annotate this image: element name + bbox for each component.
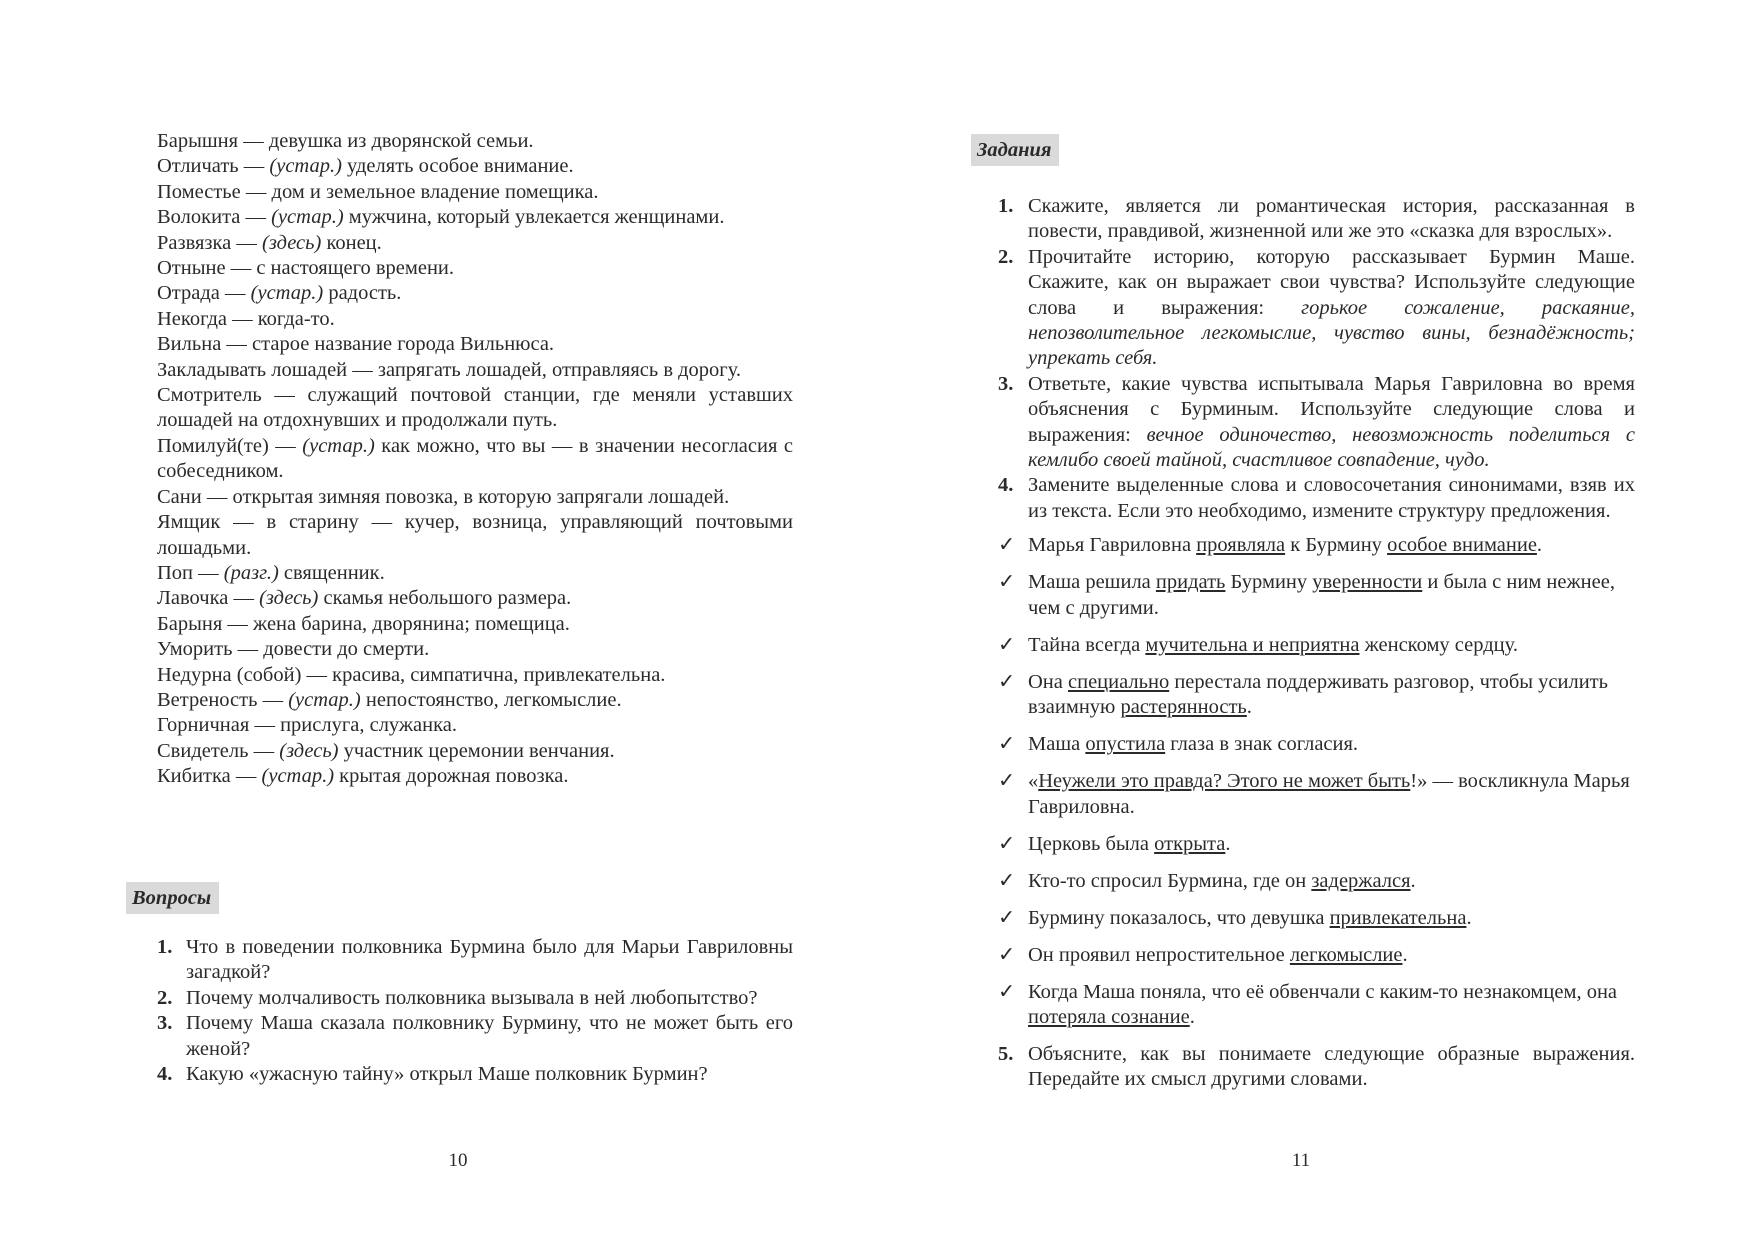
glossary-term: Недурна (собой): [157, 663, 302, 686]
question-number: 4.: [157, 1063, 173, 1086]
glossary-entry: [157, 332, 793, 357]
glossary-definition: непостоянство, легкомыслие.: [360, 688, 622, 711]
glossary-entry: [157, 256, 793, 281]
checkmark-icon: ✓: [998, 980, 1016, 1003]
glossary-dash: —: [222, 612, 254, 635]
glossary-usage-note: (здесь): [279, 739, 339, 762]
glossary-entry: [157, 231, 793, 256]
task-text: Объясните, как вы понимаете следующие образные выражения. Передайте их смысл другими словами.: [1028, 1042, 1635, 1091]
sentence-text: [1028, 533, 1635, 558]
tasks-heading: Задания: [971, 134, 1059, 166]
glossary-term: Закладывать лошадей: [157, 358, 348, 381]
glossary-definition: участник церемонии венчания.: [338, 739, 615, 762]
sentence-item: [998, 670, 1635, 721]
task-item: [998, 372, 1635, 474]
glossary-definition: жена барина, дворянина; помещица.: [253, 612, 570, 635]
glossary-dash: —: [301, 663, 333, 686]
glossary-dash: —: [257, 688, 289, 711]
task-item: [998, 1042, 1635, 1093]
glossary-definition: уделять особое внимание.: [341, 155, 574, 178]
highlighted-phrase: растерянность: [1120, 696, 1247, 719]
sentence-segment: Бурмину показалось, что девушка: [1028, 906, 1330, 929]
question-text: Почему Маша сказала полковнику Бурмину, что не может быть его женой?: [186, 1012, 793, 1060]
checkmark-icon: ✓: [998, 670, 1016, 693]
glossary-term: Ветреность: [157, 688, 258, 711]
task-text: [1028, 245, 1635, 372]
sentence-item: [998, 906, 1635, 931]
glossary-dash: —: [219, 282, 251, 305]
sentence-item: [998, 769, 1635, 820]
sentence-segment: Маша: [1028, 733, 1086, 756]
glossary-entry: [157, 154, 793, 179]
glossary-dash: —: [240, 206, 272, 229]
glossary-dash: —: [193, 561, 224, 584]
glossary-usage-note: (устар.): [261, 765, 335, 788]
tasks-list: [998, 194, 1635, 1093]
glossary-definition: служащий почтовой станции, где меняли уставших лошадей на отдохнувших и продолжали путь.: [157, 384, 794, 432]
sentence-text: [1028, 869, 1635, 894]
task-vocabulary: горькое сожаление, раскаяние, непозволительное легкомыслие, чувство вины, безнадёжность; упрекать себя.: [1028, 296, 1635, 370]
question-number: 1.: [157, 936, 173, 958]
highlighted-phrase: потеряла сознание: [1028, 1005, 1190, 1028]
sentence-item: [998, 533, 1635, 558]
glossary-dash: —: [225, 257, 257, 280]
sentence-list: [998, 533, 1635, 1030]
glossary-definition: конец.: [321, 231, 382, 254]
glossary-usage-note: (устар.): [271, 206, 344, 229]
sentence-item: [998, 832, 1635, 857]
glossary-usage-note: (устар.): [302, 434, 375, 457]
sentence-segment: «: [1028, 770, 1039, 793]
sentence-segment: .: [1189, 1005, 1195, 1028]
sentence-segment: Когда Маша поняла, что её обвенчали с каким-то незнакомцем, она: [1028, 980, 1618, 1003]
sentence-text: [1028, 769, 1635, 820]
glossary-term: Барыня: [157, 612, 223, 635]
task-instruction: Прочитайте историю, которую рассказывает Бурмин Маше. Скажите, как он выражает свои чувства? Используйте следующие слова и выражения:: [1028, 245, 1635, 319]
glossary-term: Развязка: [157, 231, 232, 254]
glossary-term: Смотритель: [157, 384, 262, 407]
glossary-entry: [157, 358, 793, 383]
glossary-entry: [157, 561, 793, 586]
left-page: [0, 0, 877, 1240]
checkmark-icon: ✓: [998, 733, 1016, 756]
glossary-definition: мужчина, который увлекается женщинами.: [343, 206, 725, 229]
glossary-dash: —: [240, 180, 272, 203]
glossary-term: Поп: [157, 561, 194, 584]
glossary-entry: [157, 383, 793, 434]
glossary-entry: [157, 485, 793, 510]
glossary-dash: —: [201, 485, 233, 508]
task-number: 3.: [998, 372, 1014, 395]
sentence-item: [998, 943, 1635, 968]
checkmark-icon: ✓: [998, 943, 1016, 966]
sentence-item: [998, 633, 1635, 658]
sentence-segment: .: [1246, 696, 1252, 719]
glossary-entry: [157, 129, 793, 154]
glossary-entry: [157, 205, 793, 230]
sentence-segment: .: [1410, 869, 1416, 892]
glossary-entry: [157, 586, 793, 611]
glossary-dash: —: [249, 714, 281, 737]
sentence-segment: перестала поддерживать разговор, чтобы усилить взаимную: [1028, 670, 1608, 719]
glossary-definition: дом и земельное владение помещика.: [271, 180, 599, 203]
glossary-definition: девушка из дворянской семьи.: [268, 130, 534, 152]
glossary-usage-note: (здесь): [259, 587, 319, 610]
glossary-dash: —: [230, 765, 262, 788]
glossary-entry: [157, 307, 793, 332]
task-number: 2.: [998, 245, 1014, 268]
glossary-dash: —: [238, 155, 270, 178]
checkmark-icon: ✓: [998, 633, 1016, 656]
glossary-usage-note: (устар.): [250, 282, 324, 305]
glossary-usage-note: (устар.): [269, 155, 342, 178]
glossary-entry: [157, 663, 793, 688]
questions-list: [157, 935, 793, 1087]
highlighted-phrase: легкомыслие: [1289, 943, 1403, 966]
glossary-definition: скамья небольшого размера.: [318, 587, 572, 610]
glossary-term: Ямщик: [157, 511, 221, 534]
sentence-text: [1028, 570, 1635, 621]
checkmark-icon: ✓: [998, 869, 1016, 892]
sentence-segment: Бурмину: [1225, 571, 1313, 594]
glossary-entry: [157, 637, 793, 662]
glossary-definition: с настоящего времени.: [256, 257, 455, 280]
sentence-item: [998, 980, 1635, 1031]
question-item: [157, 935, 793, 986]
sentence-item: [998, 732, 1635, 757]
highlighted-phrase: специально: [1068, 670, 1170, 693]
glossary-entry: [157, 180, 793, 205]
question-item: [157, 1011, 793, 1062]
task-item: [998, 245, 1635, 372]
glossary-term: Кибитка: [157, 765, 231, 788]
sentence-segment: женскому сердцу.: [1359, 633, 1518, 656]
checkmark-icon: ✓: [998, 906, 1016, 929]
glossary-entry: [157, 281, 793, 306]
glossary-dash: —: [261, 384, 308, 407]
task-number: 1.: [998, 195, 1014, 217]
glossary-definition: открытая зимняя повозка, в которую запрягали лошадей.: [232, 485, 730, 508]
glossary-definition: в старину — кучер, возница, управляющий почтовыми лошадьми.: [157, 511, 793, 559]
highlighted-phrase: привлекательна: [1329, 906, 1467, 929]
task-text: Скажите, является ли романтическая история, рассказанная в повести, правдивой, жизненной или же это «сказка для взрослых».: [1028, 195, 1635, 243]
sentence-segment: !» — воскликнула Марья Гавриловна.: [1028, 770, 1630, 818]
task-number: 4.: [998, 474, 1014, 497]
glossary-term: Вильна: [157, 333, 222, 356]
question-item: [157, 986, 793, 1011]
task-item: [998, 194, 1635, 245]
task-item: [998, 473, 1635, 524]
sentence-segment: Кто-то спросил Бурмина, где он: [1028, 869, 1312, 892]
checkmark-icon: ✓: [998, 832, 1016, 855]
glossary-usage-note: (устар.): [288, 688, 361, 711]
sentence-text: [1028, 906, 1635, 931]
sentence-segment: и была с ним нежнее, чем с другими.: [1028, 571, 1615, 619]
glossary-term: Помилуй(те): [157, 434, 269, 457]
glossary-entry: [157, 739, 793, 764]
glossary-definition: прислуга, служанка.: [280, 714, 458, 737]
glossary-usage-note: (здесь): [262, 231, 322, 254]
sentence-segment: Марья Гавриловна: [1028, 534, 1197, 557]
glossary-dash: —: [231, 231, 263, 254]
glossary-term: Свидетель: [157, 739, 249, 762]
sentence-text: [1028, 670, 1635, 721]
glossary-dash: —: [228, 587, 260, 610]
glossary-dash: —: [232, 638, 264, 661]
sentence-text: [1028, 943, 1635, 968]
glossary-entry: [157, 764, 793, 789]
glossary-definition: как можно, что вы — в значении несогласия с собеседником.: [157, 434, 794, 483]
sentence-text: [1028, 633, 1635, 658]
glossary-definition: крытая дорожная повозка.: [334, 765, 569, 788]
highlighted-phrase: опустила: [1085, 733, 1166, 756]
glossary-dash: —: [248, 739, 280, 762]
glossary-entry: [157, 434, 793, 485]
glossary-term: Горничная: [157, 714, 250, 737]
glossary-term: Отличать: [157, 155, 239, 178]
glossary-term: Уморить: [157, 638, 233, 661]
highlighted-phrase: придать: [1155, 571, 1226, 594]
checkmark-icon: ✓: [998, 770, 1016, 793]
page-number: 11: [1291, 1150, 1311, 1171]
sentence-text: [1028, 980, 1635, 1031]
highlighted-phrase: проявляла: [1196, 534, 1286, 557]
glossary-term: Некогда: [157, 307, 227, 330]
glossary-term: Барышня: [157, 130, 239, 152]
glossary-entry: [157, 612, 793, 637]
glossary-term: Сани: [157, 485, 202, 508]
glossary-dash: —: [347, 358, 378, 381]
question-text: Какую «ужасную тайну» открыл Маше полковник Бурмин?: [186, 1063, 708, 1086]
highlighted-phrase: мучительна и неприятна: [1145, 633, 1360, 656]
glossary-dash: —: [221, 333, 253, 356]
sentence-item: [998, 869, 1635, 894]
glossary-dash: —: [238, 130, 269, 152]
question-text: Почему молчаливость полковника вызывала в ней любопытство?: [186, 986, 758, 1009]
question-number: 2.: [157, 986, 173, 1009]
glossary-term: Лавочка: [157, 587, 229, 610]
checkmark-icon: ✓: [998, 534, 1016, 557]
glossary-dash: —: [220, 511, 267, 534]
sentence-segment: Он проявил непростительное: [1028, 943, 1290, 966]
glossary-usage-note: (разг.): [223, 561, 279, 584]
glossary-definition: радость.: [323, 282, 402, 305]
right-page: [877, 0, 1755, 1240]
glossary-dash: —: [227, 307, 258, 330]
task-text: Замените выделенные слова и словосочетания синонимами, взяв их из текста. Если это необходимо, измените структуру предложения.: [1028, 474, 1635, 522]
sentence-segment: Маша решила: [1028, 571, 1156, 594]
glossary-definition: старое название города Вильнюса.: [252, 333, 555, 356]
highlighted-phrase: задержался: [1311, 869, 1411, 892]
sentence-item: [998, 570, 1635, 621]
question-text: Что в поведении полковника Бурмина было для Марьи Гавриловны загадкой?: [186, 936, 793, 984]
glossary-term: Отрада: [157, 282, 220, 305]
glossary-definition: когда-то.: [257, 307, 335, 330]
glossary-entry: [157, 510, 793, 561]
question-item: [157, 1062, 793, 1087]
question-number: 3.: [157, 1012, 173, 1035]
glossary-dash: —: [268, 434, 303, 457]
sentence-segment: .: [1225, 832, 1231, 855]
task-instruction: Ответьте, какие чувства испытывала Марья Гавриловна во время объяснения с Бурминым. Используйте следующие слова и выражения:: [1028, 372, 1635, 446]
questions-heading: Вопросы: [126, 882, 219, 914]
highlighted-phrase: особое внимание: [1387, 534, 1537, 557]
checkmark-icon: ✓: [998, 571, 1016, 594]
glossary-entry: [157, 688, 793, 713]
page-number: 10: [448, 1150, 468, 1171]
highlighted-phrase: уверенности: [1312, 571, 1423, 594]
sentence-segment: к Бурмину: [1285, 534, 1388, 557]
sentence-segment: глаза в знак согласия.: [1165, 733, 1359, 756]
sentence-segment: Тайна всегда: [1028, 633, 1146, 656]
glossary: [157, 129, 793, 790]
glossary-definition: запрягать лошадей, отправляясь в дорогу.: [377, 358, 742, 381]
glossary-definition: красива, симпатична, привлекательна.: [332, 663, 666, 686]
task-vocabulary: вечное одиночество, невозможность поделиться с кемлибо своей тайной, счастливое совпадение, чудо.: [1028, 423, 1635, 472]
sentence-text: [1028, 732, 1635, 757]
glossary-term: Отныне: [157, 257, 226, 280]
task-text: [1028, 372, 1635, 474]
sentence-text: [1028, 832, 1635, 857]
glossary-term: Поместье: [157, 180, 241, 203]
glossary-definition: довести до смерти.: [263, 638, 430, 661]
task-number: 5.: [998, 1042, 1014, 1065]
sentence-segment: Церковь была: [1028, 832, 1155, 855]
highlighted-phrase: открыта: [1154, 832, 1226, 855]
sentence-segment: .: [1536, 534, 1543, 557]
sentence-segment: .: [1402, 943, 1408, 966]
glossary-entry: [157, 713, 793, 738]
sentence-segment: Она: [1028, 670, 1068, 693]
glossary-definition: священник.: [278, 561, 385, 584]
sentence-segment: .: [1466, 906, 1472, 929]
highlighted-phrase: Неужели это правда? Этого не может быть: [1038, 770, 1411, 793]
glossary-term: Волокита: [157, 206, 241, 229]
